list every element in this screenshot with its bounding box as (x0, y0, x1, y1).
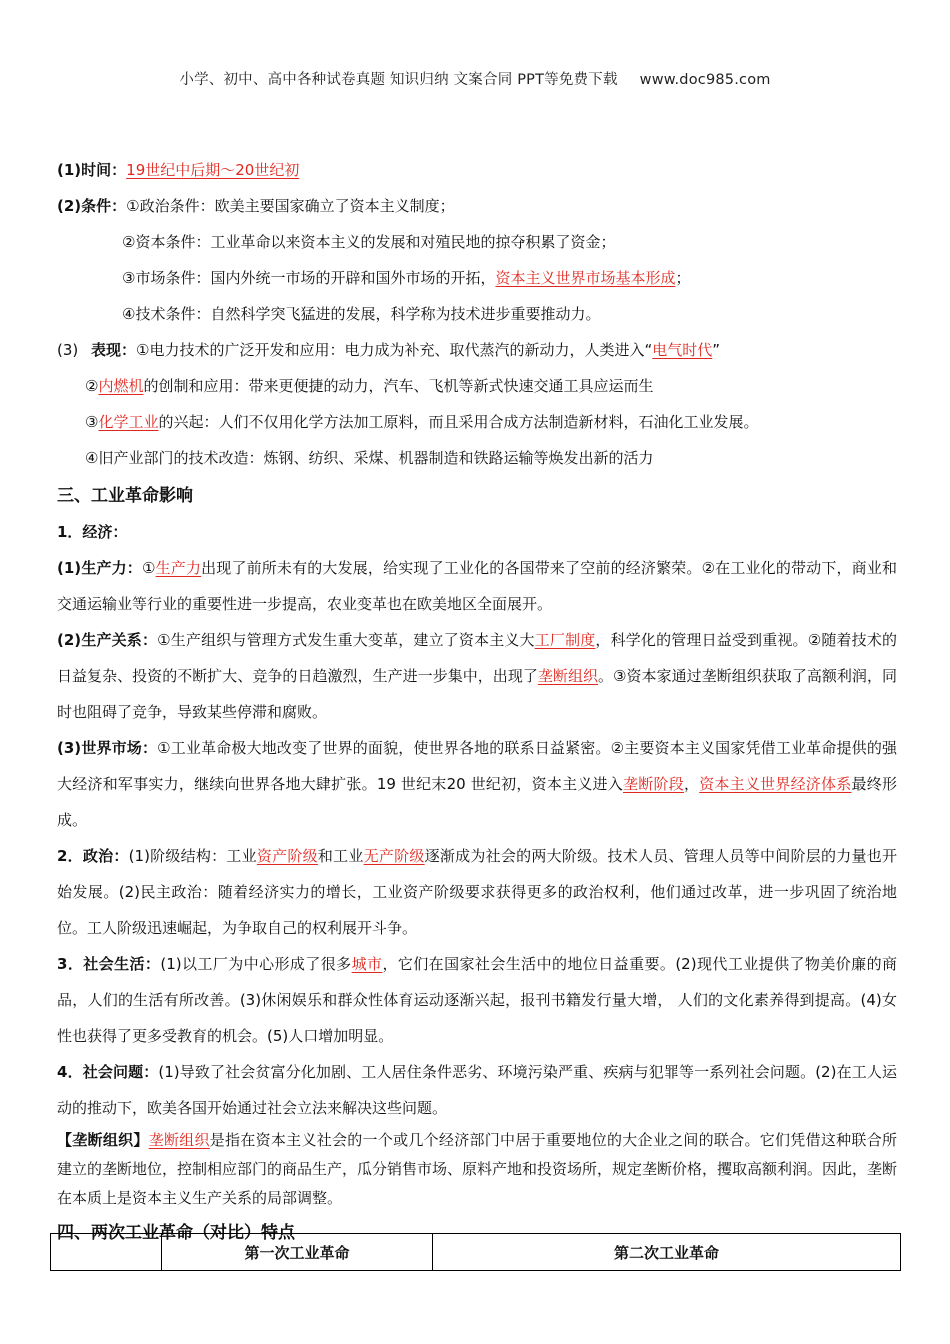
productivity-num: ① (141, 559, 156, 577)
relations-text-2: ，科学化的管理日益受到重视。②随着技术的日益复杂、投资的不断扩大、竞争的日趋激烈，生产进一步集中，出现了 (57, 631, 897, 685)
social-life-paragraph (57, 946, 897, 1054)
table-header-second-revolution: 第二次工业革命 (433, 1234, 901, 1271)
relations-text-1: ①生产组织与管理方式发生重大变革，建立了资本主义大 (157, 631, 535, 649)
performance-1-key: 电气时代 (652, 341, 713, 359)
tech-condition: ④技术条件：自然科学突飞猛进的发展，科学称为技术进步重要推动力。 (122, 305, 601, 323)
monopoly-definition (57, 1126, 897, 1213)
table-header-row (51, 1234, 901, 1271)
capital-condition: ②资本条件：工业革命以来资本主义的发展和对殖民地的掠夺积累了资金； (122, 233, 616, 251)
market-condition-line (57, 260, 897, 296)
performance-1-text: ①电力技术的广泛开发和应用：电力成为补充、取代蒸汽的新动力，人类进入“ (136, 341, 653, 359)
monopoly-text: 是指在资本主义社会的一个或几个经济部门中居于重要地位的大企业之间的联合。它们凭借这种联合所建立的垄断地位，控制相应部门的商品生产，瓜分销售市场、原料产地和投资场所，规定垄断价格，攫取高额利润。因此，垄断在本质上是资本主义生产关系的局部调整。 (57, 1131, 898, 1207)
relations-text-3: 。③资本家通过垄断组织获取了高额利润，同时也阻碍了竞争，导致某些停滞和腐败。 (57, 667, 897, 721)
performance-2-num: ② (85, 377, 99, 395)
politics-text-2: 和工业 (317, 847, 364, 865)
productivity-label: (1)生产力： (57, 559, 142, 577)
social-problems-label: 4．社会问题： (57, 1063, 159, 1081)
world-market-text-3: 最终形成。 (57, 775, 897, 829)
productivity-paragraph (57, 550, 897, 622)
performance-3-text: 的兴起：人们不仅用化学方法加工原料，而且采用合成方法制造新材料，石油化工业发展。 (158, 413, 759, 431)
performance-line-3 (57, 404, 897, 440)
performance-2-text: 的创制和应用：带来更便捷的动力，汽车、飞机等新式快速交通工具应运而生 (143, 377, 654, 395)
political-condition: ①政治条件：欧美主要国家确立了资本主义制度； (126, 197, 455, 215)
performance-line-4: ④旧产业部门的技术改造：炼钢、纺织、采煤、机器制造和铁路运输等焕发出新的活力 (85, 449, 654, 467)
section-4-title: 四、两次工业革命（对比）特点 (57, 1223, 295, 1243)
social-life-key: 城市 (351, 955, 383, 973)
world-market-text-2: ， (683, 775, 700, 793)
politics-key-2: 无产阶级 (363, 847, 425, 865)
monopoly-label: 【垄断组织】 (57, 1131, 149, 1149)
politics-text-1: (1)阶级结构：工业 (128, 847, 257, 865)
politics-paragraph (57, 838, 897, 946)
monopoly-key: 垄断组织 (148, 1131, 210, 1149)
social-life-text-2: ，它们在国家社会生活中的地位日益重要。(2)现代工业提供了物美价廉的商品，人们的生活有所改善。(3)休闲娱乐和群众性体育运动逐渐兴起，报刊书籍发行量大增， 人们的文化素养得到提高。(4)女性也获得了更多受教育的机会。(5)人口增加明显。 (57, 955, 897, 1045)
world-market-paragraph (57, 730, 897, 838)
social-problems-paragraph (57, 1054, 897, 1126)
performance-2-key: 内燃机 (98, 377, 144, 395)
header-site-link[interactable]: www.doc985.com (639, 72, 771, 88)
performance-3-key: 化学工业 (98, 413, 159, 431)
market-condition-end: ； (675, 269, 691, 287)
time-line (57, 152, 897, 188)
document-body (57, 152, 897, 1251)
relations-key-2: 垄断组织 (537, 667, 599, 685)
performance-label: 表现： (91, 341, 137, 359)
conditions-line (57, 188, 897, 224)
world-market-label: (3)世界市场： (57, 739, 158, 757)
politics-label: 2．政治： (57, 847, 129, 865)
social-life-text-1: (1)以工厂为中心形成了很多 (160, 955, 352, 973)
performance-num: (3) (57, 341, 79, 359)
page-header (0, 68, 950, 89)
performance-line-1 (57, 332, 897, 368)
social-life-label: 3．社会生活： (57, 955, 161, 973)
header-slogan: 小学、初中、高中各种试卷真题 知识归纳 文案合同 PPT等免费下载 (179, 72, 618, 88)
section-3-title: 三、工业革命影响 (57, 486, 193, 506)
performance-line-2 (57, 368, 897, 404)
table-header-empty (51, 1234, 162, 1271)
time-label: (1)时间： (57, 161, 127, 179)
relations-label: (2)生产关系： (57, 631, 158, 649)
world-market-key-2: 资本主义世界经济体系 (699, 775, 852, 793)
table-header-first-revolution: 第一次工业革命 (162, 1234, 433, 1271)
productivity-key: 生产力 (155, 559, 202, 577)
performance-3-num: ③ (85, 413, 99, 431)
relations-key-1: 工厂制度 (534, 631, 596, 649)
economy-title: 1．经济： (57, 523, 128, 541)
politics-key-1: 资产阶级 (256, 847, 318, 865)
time-value: 19世纪中后期～20世纪初 (126, 161, 300, 179)
comparison-table (50, 1233, 901, 1271)
productivity-text: 出现了前所未有的大发展，给实现了工业化的各国带来了空前的经济繁荣。②在工业化的带动下，商业和交通运输业等行业的重要性进一步提高，农业变革也在欧美地区全面展开。 (57, 559, 897, 613)
market-condition-key: 资本主义世界市场基本形成 (495, 269, 676, 287)
conditions-label: (2)条件： (57, 197, 127, 215)
relations-paragraph (57, 622, 897, 730)
world-market-text-1: ①工业革命极大地改变了世界的面貌，使世界各地的联系日益紧密。②主要资本主义国家凭借工业革命提供的强大经济和军事实力，继续向世界各地大肆扩张。19 世纪末20 世纪初，资本主义进入 (57, 739, 898, 793)
politics-text-3: 逐渐成为社会的两大阶级。技术人员、管理人员等中间阶层的力量也开始发展。(2)民主政治：随着经济实力的增长，工业资产阶级要求获得更多的政治权利，他们通过改革，进一步巩固了统治地位。工人阶级迅速崛起，为争取自己的权利展开斗争。 (57, 847, 897, 937)
market-condition-text: ③市场条件：国内外统一市场的开辟和国外市场的开拓， (122, 269, 496, 287)
performance-1-end: ” (712, 341, 721, 359)
world-market-key-1: 垄断阶段 (623, 775, 684, 793)
social-problems-text: (1)导致了社会贫富分化加剧、工人居住条件恶劣、环境污染严重、疾病与犯罪等一系列社会问题。(2)在工人运动的推动下，欧美各国开始通过社会立法来解决这些问题。 (57, 1063, 897, 1117)
